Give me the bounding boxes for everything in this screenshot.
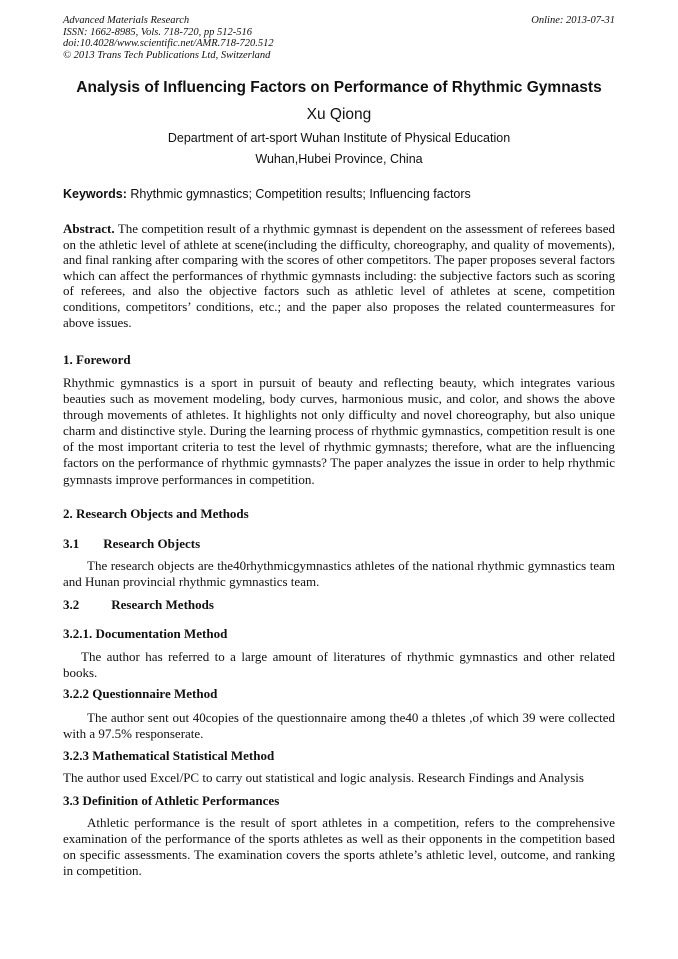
doi: doi:10.4028/www.scientific.net/AMR.718-720.512	[63, 38, 274, 49]
journal-header	[63, 15, 274, 61]
copyright: © 2013 Trans Tech Publications Ltd, Switzerland	[63, 49, 271, 61]
paragraph: The author used Excel/PC to carry out statistical and logic analysis. Research Findings and Analysis	[63, 770, 584, 785]
paper-title: Analysis of Influencing Factors on Performance of Rhythmic Gymnasts	[76, 79, 602, 96]
paragraph: The author sent out 40copies of the questionnaire among the40 a thletes ,of which 39 were collected with a 97.5% responserate.	[63, 710, 615, 741]
subsection-number: 3.2	[63, 597, 80, 612]
subsection-heading: 3.2.3 Mathematical Statistical Method	[63, 748, 275, 763]
issn: ISSN: 1662-8985, Vols. 718-720, pp 512-516	[63, 26, 252, 38]
affiliation: Department of art-sport Wuhan Institute of Physical Education	[167, 131, 511, 145]
paragraph: Athletic performance is the result of sport athletes in a competition, refers to the comprehensive examination of the performance of the sports athletes as well as their opponents in the competition based on specific assessments. The examination covers the sports athlete’s athletic level, outcome, and ranking in competition.	[63, 815, 615, 878]
subsection-title: Research Methods	[111, 597, 214, 612]
journal-name: Advanced Materials Research	[63, 15, 190, 26]
subsection-heading	[63, 597, 214, 613]
subsection-title: Research Objects	[103, 536, 201, 551]
abstract	[63, 221, 615, 330]
keywords-label: Keywords:	[63, 187, 127, 201]
subsection-heading: 3.3 Definition of Athletic Performances	[63, 793, 280, 808]
keywords	[63, 187, 615, 203]
abstract-text: The competition result of a rhythmic gymnast is dependent on the assessment of referees based on the athletic level of athlete at scene(including the difficulty, choreography, and quality of movements), and final ranking after comparing with the scores of other competitors. The paper proposes several factors which can affect the performances of rhythmic gymnasts including: the subjective factors such as scoring of referees, and also the objective factors such as athletic level of athletes at scene, competition conditions, competitors’ conditions, etc.; and the paper also proposes the related countermeasures for above issues.	[63, 221, 615, 330]
paragraph: Rhythmic gymnastics is a sport in pursuit of beauty and reflecting beauty, which integrates various beauties such as movement modeling, body curves, harmonious music, and color, and shows the above through movements of athletes. It highlights not only difficulty and novel choreography, but also unique charm and distinctive style. During the learning process of rhythmic gymnastics, competition result is one of the most important criteria to test the level of rhythmic gymnasts; therefore, what are the influencing factors on the performance of rhythmic gymnasts? The paper analyzes the issue in order to help rhythmic gymnasts improve performances in competition.	[63, 375, 615, 487]
paragraph: The research objects are the40rhythmicgymnastics athletes of the national rhythmic gymnastics team and Hunan provincial rhythmic gymnastics team.	[63, 558, 615, 589]
online-date: Online: 2013-07-31	[531, 15, 615, 26]
keywords-text: Rhythmic gymnastics; Competition results; Influencing factors	[126, 187, 471, 201]
abstract-label: Abstract.	[63, 221, 115, 236]
section-heading: 1. Foreword	[63, 352, 131, 367]
subsection-heading: 3.2.1. Documentation Method	[63, 626, 228, 641]
paragraph: The author has referred to a large amount of literatures of rhythmic gymnastics and other related books.	[63, 649, 615, 680]
section-heading: 2. Research Objects and Methods	[63, 506, 249, 521]
subsection-number: 3.1	[63, 536, 80, 551]
subsection-heading: 3.2.2 Questionnaire Method	[63, 686, 218, 701]
subsection-heading	[63, 536, 200, 552]
author: Xu Qiong	[306, 106, 372, 123]
affiliation-location: Wuhan,Hubei Province, China	[255, 152, 423, 166]
